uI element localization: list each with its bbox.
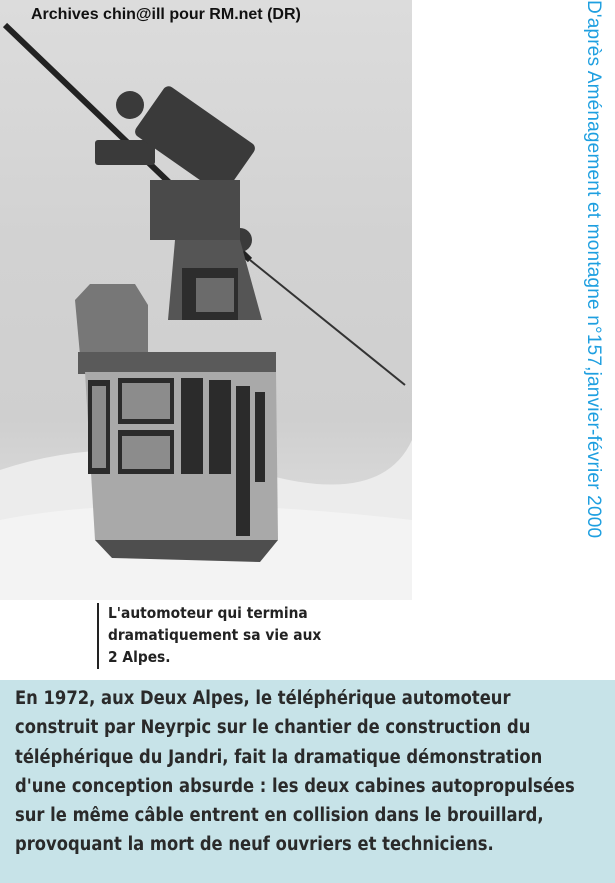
source-note: D'après Aménagement et montagne n°157,janvier-février 2000	[583, 0, 604, 539]
caption-line: L'automoteur qui termina	[108, 604, 308, 622]
article-line: construit par Neyrpic sur le chantier de construction du	[15, 717, 531, 739]
caption-rule	[97, 603, 99, 669]
article-line: d'une conception absurde : les deux cabines autopropulsées	[15, 775, 575, 797]
photo-credit: Archives chin@ill pour RM.net (DR)	[31, 6, 301, 23]
article-line: sur le même câble entrent en collision dans le brouillard,	[15, 805, 544, 827]
cable-car-photo	[0, 0, 412, 600]
caption-line: 2 Alpes.	[108, 648, 171, 666]
caption-line: dramatiquement sa vie aux	[108, 626, 322, 644]
article-line: téléphérique du Jandri, fait la dramatique démonstration	[15, 746, 543, 768]
article-line: En 1972, aux Deux Alpes, le téléphérique automoteur	[15, 688, 511, 709]
photo-caption	[108, 602, 321, 668]
article-text	[0, 680, 615, 883]
photo-caption-block	[0, 600, 412, 680]
article-line: provoquant la mort de neuf ouvriers et techniciens.	[15, 834, 494, 856]
cable-car-illustration	[0, 0, 412, 600]
